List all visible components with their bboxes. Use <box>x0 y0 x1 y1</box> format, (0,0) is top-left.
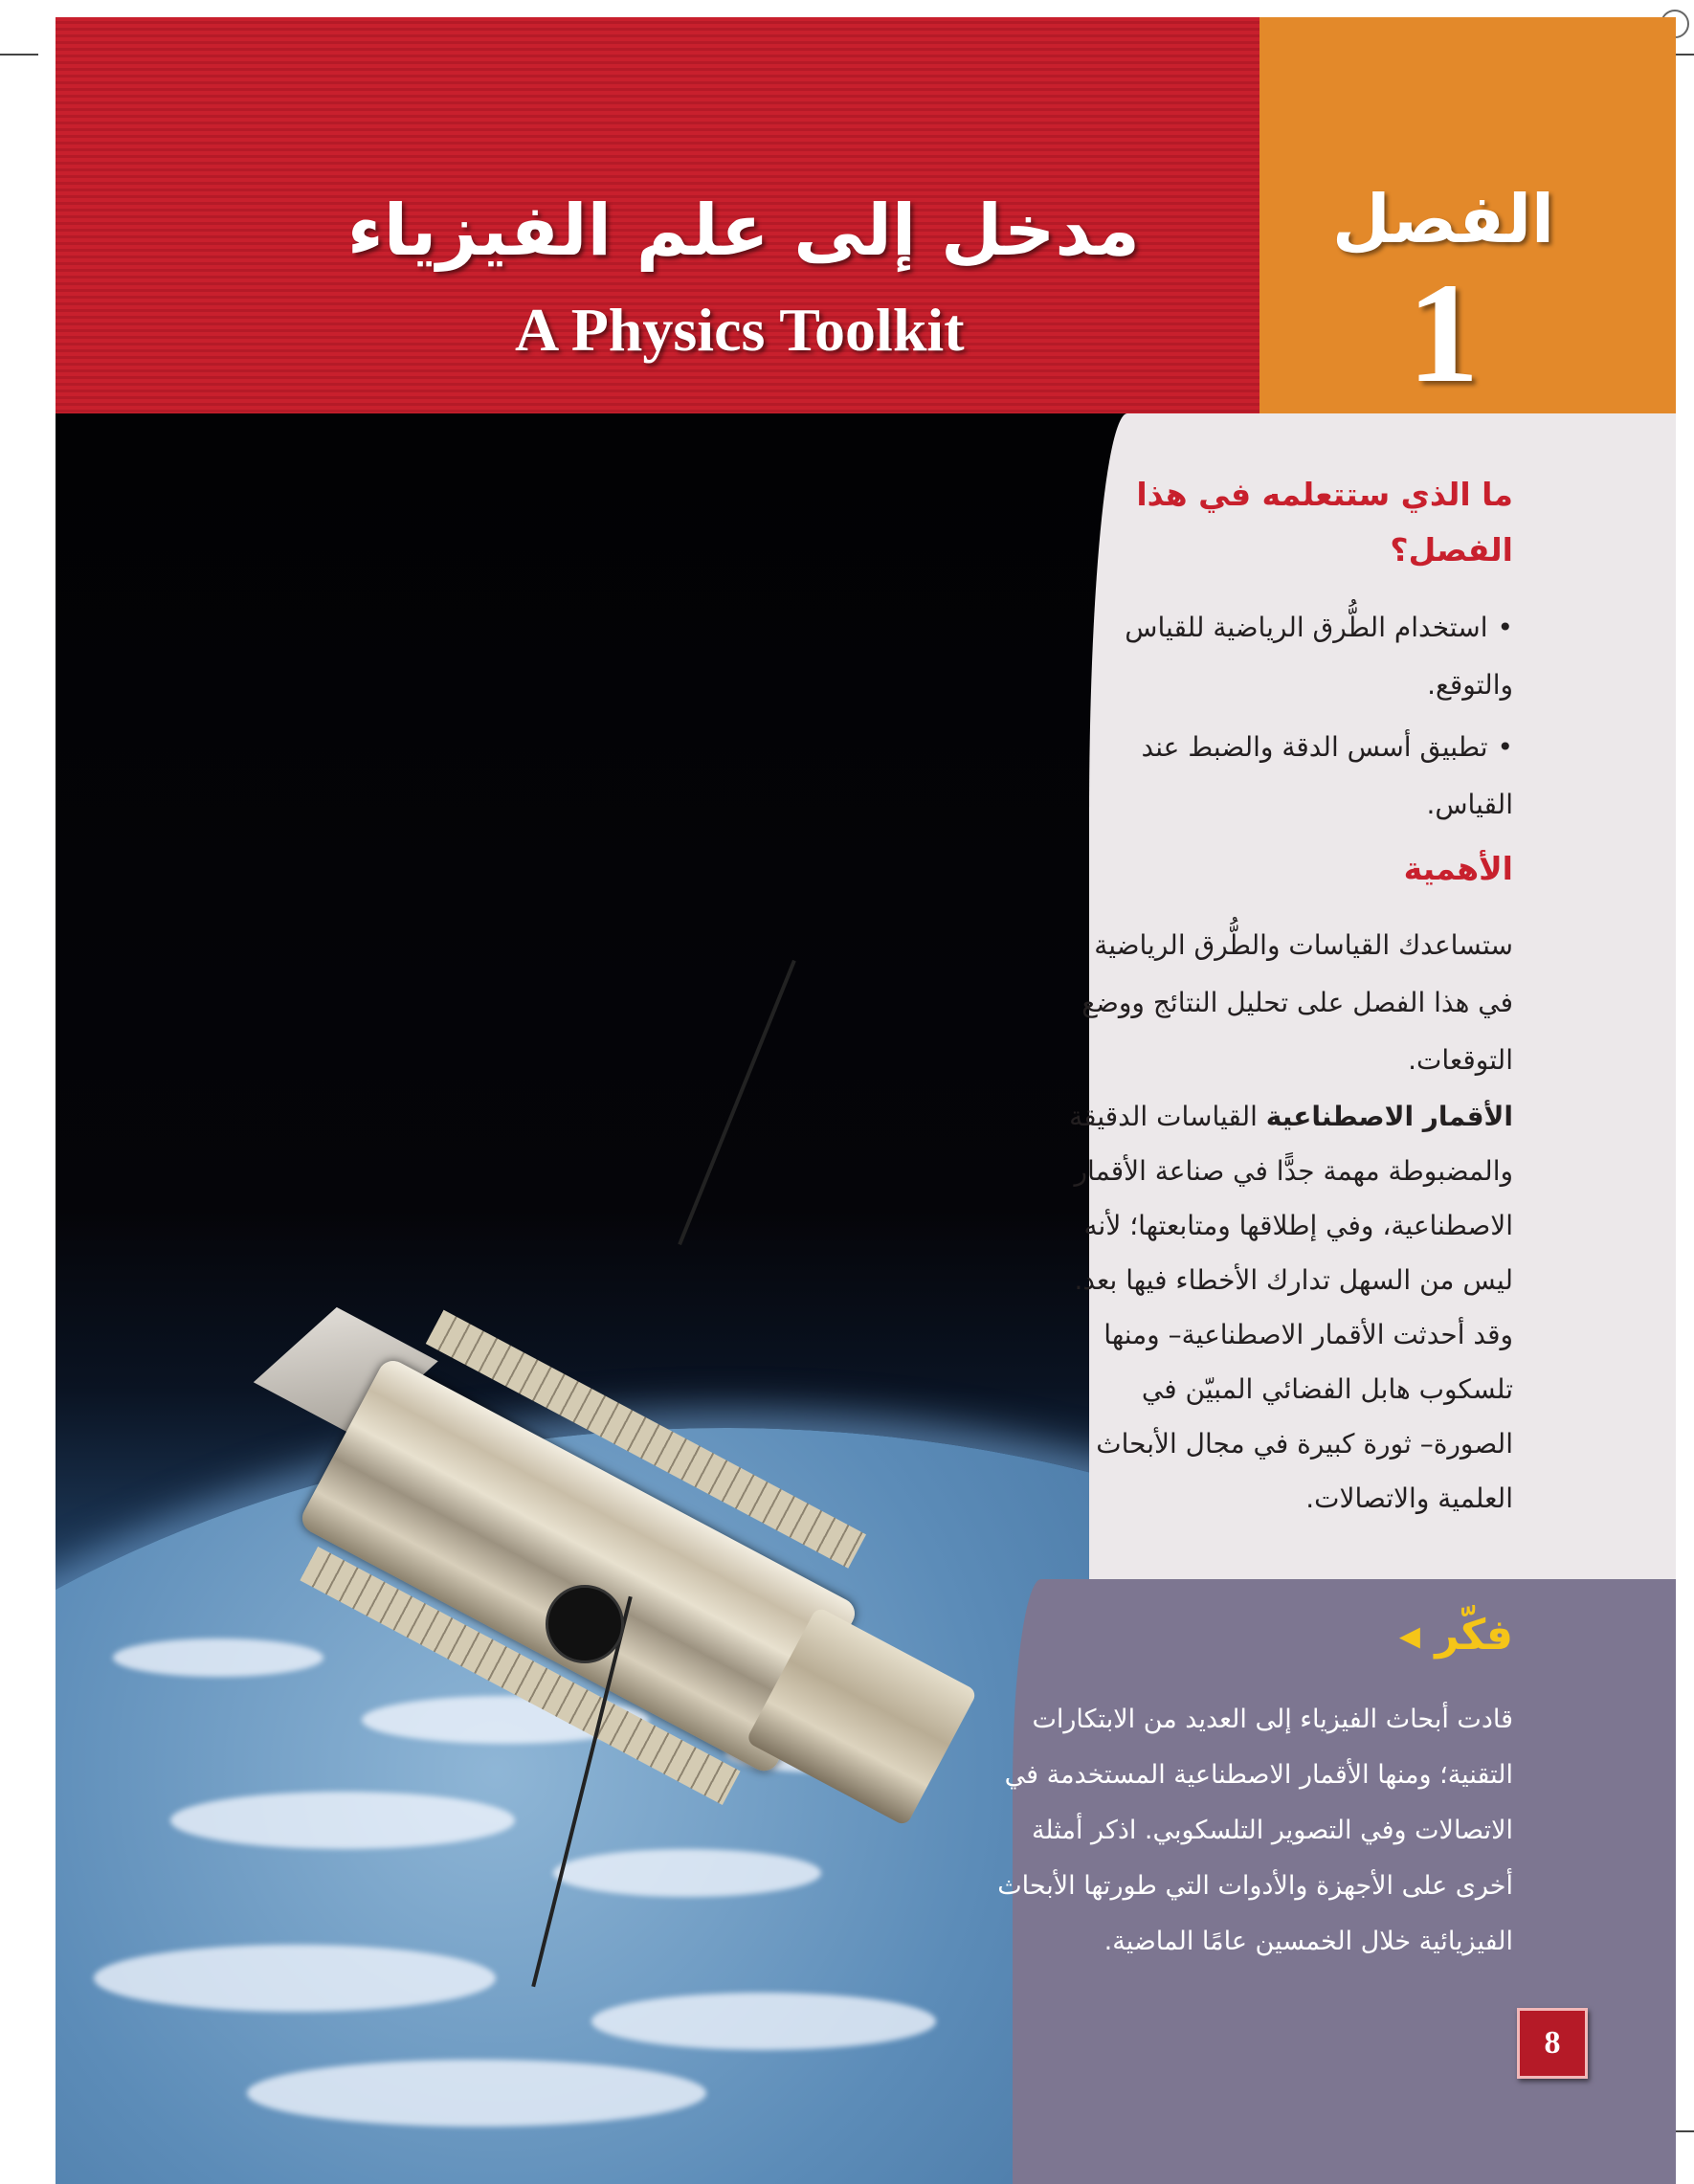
chapter-number: 1 <box>1407 254 1480 412</box>
chapter-header <box>56 17 1676 413</box>
list-item: •استخدام الطُّرق الرياضية للقياس والتوقع. <box>1125 612 1513 701</box>
antenna-dish <box>546 1585 624 1663</box>
chapter-title-arabic: مدخل إلى علم الفيزياء <box>346 189 1140 272</box>
think-heading: فكّر ◂ <box>1398 1611 1513 1660</box>
importance-heading: الأهمية <box>1403 850 1513 887</box>
importance-text: ستساعدك القياسات والطُّرق الرياضية في هذا الفصل على تحليل النتائج ووضع التوقعات. <box>1081 929 1513 1076</box>
page-number: 8 <box>1517 2008 1588 2079</box>
chapter-opener-page <box>56 17 1676 2184</box>
antenna <box>678 960 796 1245</box>
crop-mark <box>0 54 38 56</box>
bullet-icon: • <box>1497 731 1513 763</box>
learn-heading: ما الذي ستتعلمه في هذا الفصل؟ <box>1136 476 1513 568</box>
chapter-title-english: A Physics Toolkit <box>515 296 965 364</box>
list-item: •تطبيق أسس الدقة والضبط عند القياس. <box>1141 731 1513 820</box>
bullet-icon: • <box>1497 612 1513 643</box>
satellites-term: الأقمار الاصطناعية <box>1265 1101 1513 1132</box>
satellites-paragraph: الأقمار الاصطناعية القياسات الدقيقة والمضبوطة مهمة جدًّا في صناعة الأقمار الاصطناعية، وفي إطلاقها ومتابعتها؛ لأنه ليس من السهل تدارك الأخطاء فيها بعد. وقد أحدثت الأقمار الاصطناعية– ومنها تلسكوب هابل الفضائي المبيّن في الصورة– ثورة كبيرة في مجال الأبحاث العلمية والاتصالات. <box>1069 1101 1513 1514</box>
think-text: قادت أبحاث الفيزياء إلى العديد من الابتكارات التقنية؛ ومنها الأقمار الاصطناعية المستخدمة في الاتصالات وفي التصوير التلسكوبي. اذكر أمثلة أخرى على الأجهزة والأدوات التي طورتها الأبحاث الفيزيائية خلال الخمسين عامًا الماضية. <box>997 1705 1513 1956</box>
chapter-label: الفصل <box>1331 180 1555 258</box>
